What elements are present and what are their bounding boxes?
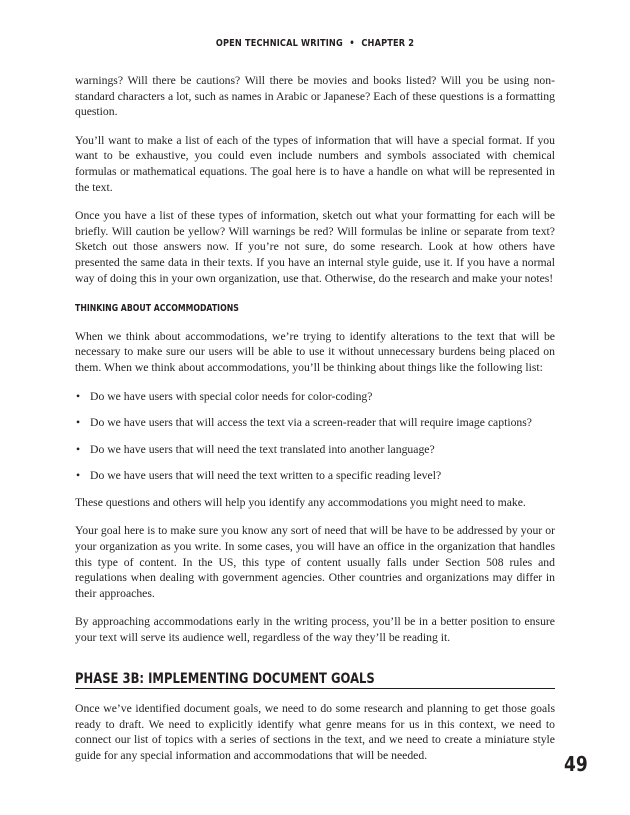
paragraph-accommodations-intro: When we think about accommodations, we’re trying to identify alterations to the text that will be necessary to make sure our users will be able to use it without unnecessary burdens being placed on them. When we think about accommodations, you’ll be thinking about things like the following list: bbox=[75, 329, 555, 374]
paragraph-your-goal: Your goal here is to make sure you know any sort of need that will be have to be addressed by your or your organization as you write. In some cases, you will have an office in the organization that handles this type of content. In the US, this type of content usually falls under Section 508 rules and regulations when dealing with government agencies. Other countries and organizations may differ in their approaches. bbox=[75, 524, 555, 600]
header-separator: • bbox=[349, 38, 355, 49]
paragraph-formatting-question: warnings? Will there be cautions? Will there be movies and books listed? Will you be using non-standard characters a lot, such as names in Arabic or Japanese? Each of these questions is a formatting question. bbox=[75, 74, 555, 119]
running-header bbox=[57, 38, 574, 49]
list-item: • Do we have users that will need the text written to a specific reading level? bbox=[75, 468, 555, 484]
page-number: 49 bbox=[564, 752, 588, 776]
paragraph-list-types: You’ll want to make a list of each of the types of information that will have a special format. If you want to be exhaustive, you could even include numbers and symbols associated with chemical formulas or mathematical equations. The goal here is to have a handle on what will be represented in the text. bbox=[75, 133, 555, 194]
chapter-label: CHAPTER 2 bbox=[361, 38, 415, 49]
paragraph-document-goals: Once we’ve identified document goals, we need to do some research and planning to get those goals ready to draft. We need to explicitly identify what genre means for us in this context, we need to connect our list of topics with a series of sections in the text, and we need to create a miniature style guide for any special information and accommodations that will be needed. bbox=[75, 702, 555, 762]
list-item: • Do we have users with special color needs for color-coding? bbox=[75, 389, 555, 405]
list-item: • Do we have users that will need the text translated into another language? bbox=[75, 442, 555, 458]
book-title: OPEN TECHNICAL WRITING bbox=[215, 38, 343, 49]
section-heading-text: PHASE 3B: IMPLEMENTING DOCUMENT GOALS bbox=[75, 670, 375, 687]
section-heading bbox=[75, 672, 555, 690]
page-body bbox=[75, 73, 555, 777]
paragraph-questions-help: These questions and others will help you identify any accommodations you might need to make. bbox=[75, 495, 526, 509]
subheading-accommodations: THINKING ABOUT ACCOMMODATIONS bbox=[75, 303, 239, 315]
accommodations-list bbox=[75, 389, 555, 484]
list-item: • Do we have users that will access the text via a screen-reader that will require image captions? bbox=[75, 415, 555, 431]
paragraph-sketch-formatting: Once you have a list of these types of information, sketch out what your formatting for each will be briefly. Will caution be yellow? Will warnings be red? Will formulas be inline or separate from text? Sketch out those answers now. If you’re not sure, do some research. Look at how others have presented the same data in their texts. If you have an internal style guide, use it. If you have a normal way of doing this in your own organization, use that. Otherwise, do the research and make your notes! bbox=[75, 209, 555, 285]
paragraph-approaching-early: By approaching accommodations early in the writing process, you’ll be in a better position to ensure your text will serve its audience well, regardless of the way they’ll be reading it. bbox=[75, 615, 555, 645]
